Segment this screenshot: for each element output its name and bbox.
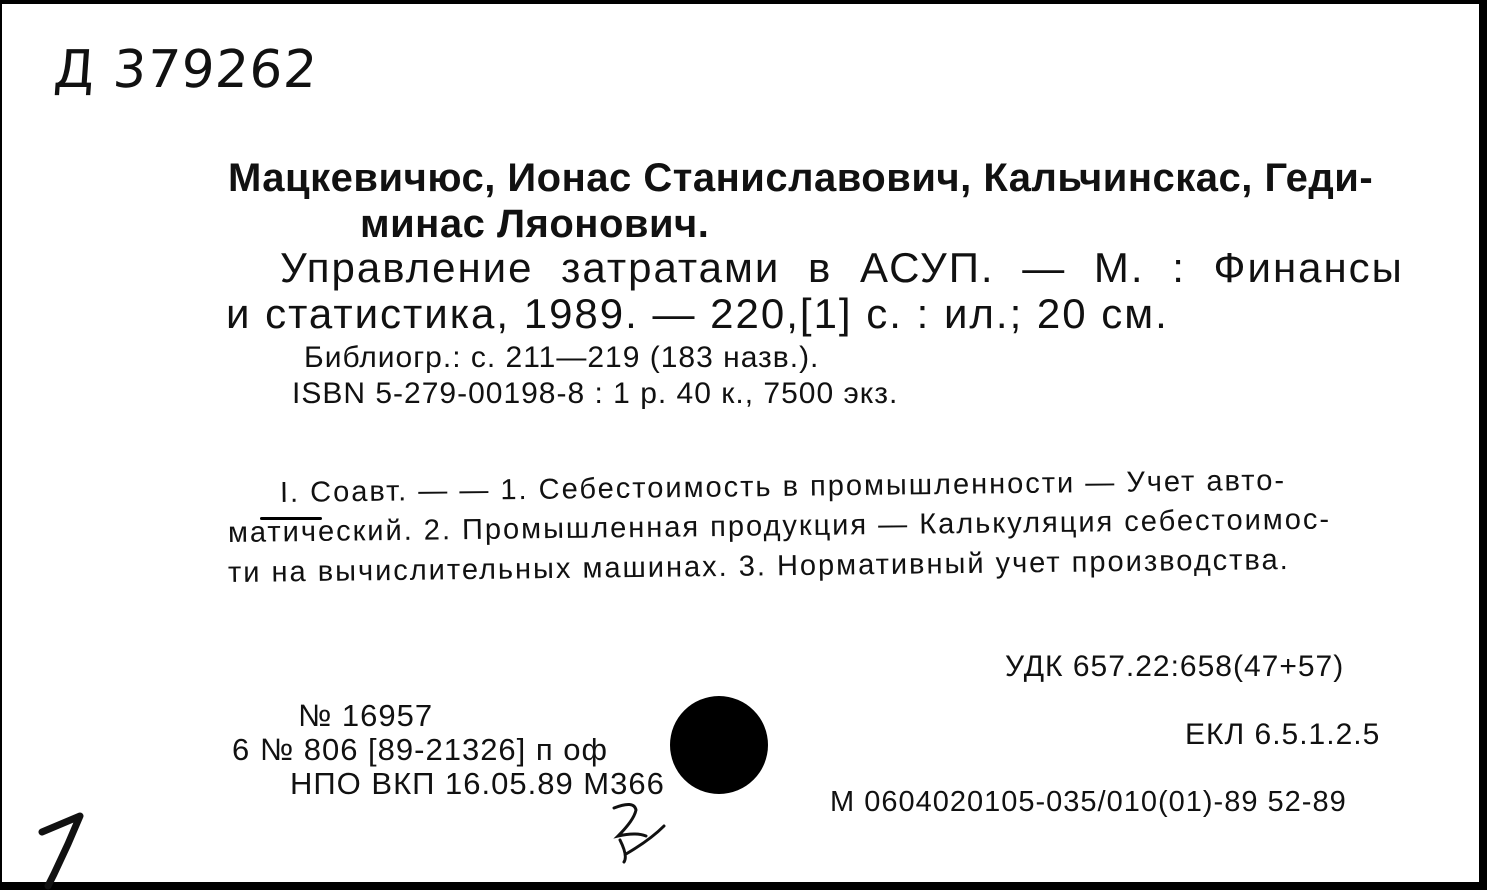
ekl-code: ЕКЛ 6.5.1.2.5	[1185, 718, 1381, 751]
order-line: 6 № 806 [89-21326] п оф	[232, 732, 609, 767]
isbn-note: ISBN 5-279-00198-8 : 1 р. 40 к., 7500 экз.	[292, 377, 899, 410]
subjects-line-2: матический. 2. Промышленная продукция — Калькуляция себестоимос-	[227, 503, 1332, 549]
udk-code: УДК 657.22:658(47+57)	[1005, 650, 1345, 683]
subjects-line-1: I. Соавт. — — 1. Себестоимость в промышленности — Учет авто-	[279, 464, 1287, 509]
catalog-number: Д 379262	[51, 40, 320, 100]
title-line-2: и статистика, 1989. — 220,[1] с. : ил.; 20 см.	[226, 290, 1169, 337]
authors-line-2: минас Ляонович.	[360, 202, 710, 246]
punch-hole	[670, 696, 768, 794]
bibliography-note: Библиогр.: с. 211—219 (183 назв.).	[304, 341, 820, 374]
authors-line-1: Мацкевичюс, Ионас Станиславович, Кальчинскас, Геди-	[228, 156, 1374, 200]
npo-line: НПО ВКП 16.05.89 М366	[290, 766, 665, 801]
card-number: № 16957	[298, 698, 434, 733]
subjects-line-3: ти на вычислительных машинах. 3. Нормативный учет производства.	[227, 544, 1290, 589]
m-code: М 0604020105-035/010(01)-89 52-89	[830, 786, 1347, 818]
handwritten-corner-mark	[22, 804, 102, 894]
title-line-1: Управление затратами в АСУП. — М. : Финансы	[280, 244, 1404, 291]
handwritten-initial-mark	[606, 796, 676, 868]
